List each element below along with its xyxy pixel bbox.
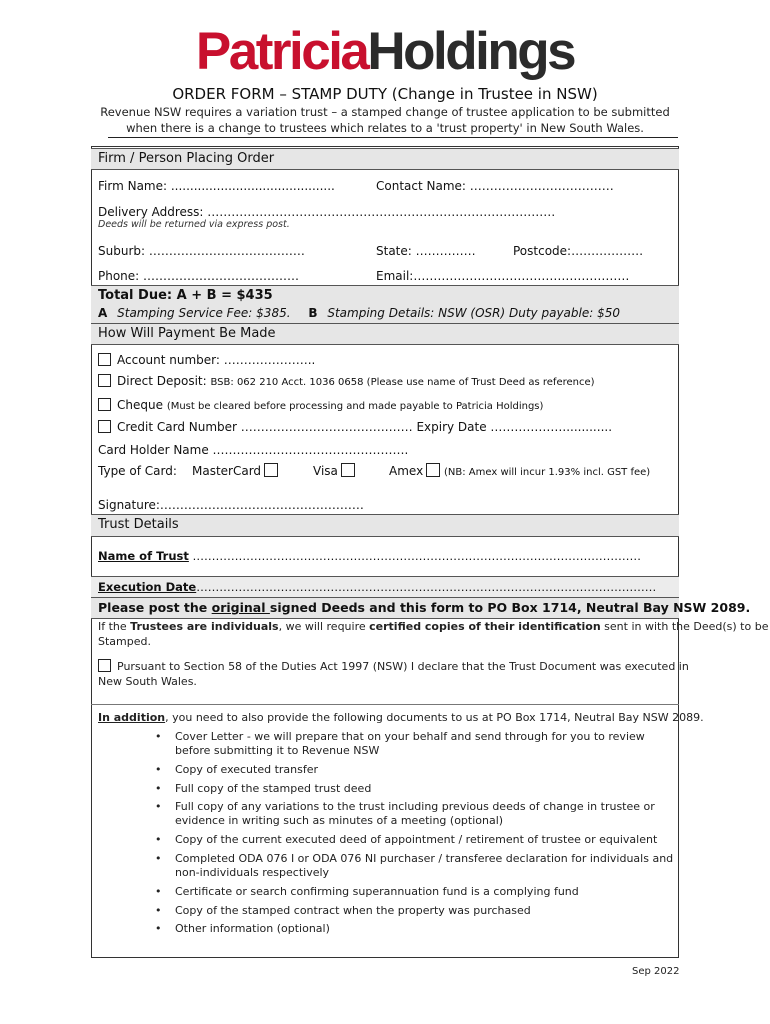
signature-field[interactable]: Signature:……………………………………………	[98, 498, 364, 512]
individuals-note	[98, 619, 769, 649]
addition-bold: In addition	[98, 711, 166, 724]
declaration-line1: Pursuant to Section 58 of the Duties Act 1997 (NSW) I declare that the Trust Document was executed in	[117, 660, 689, 673]
visa-checkbox[interactable]	[341, 463, 355, 477]
document-list-item	[155, 763, 675, 777]
mastercard-checkbox[interactable]	[264, 463, 278, 477]
fee-b-label: B	[308, 306, 318, 320]
bullet-icon: •	[155, 884, 162, 898]
document-item-text: Copy of the current executed deed of appointment / retirement of trustee or equivalent	[175, 833, 658, 847]
bullet-icon: •	[155, 781, 162, 795]
bullet-icon: •	[155, 762, 162, 776]
name-of-trust-label: Name of Trust	[98, 549, 189, 563]
firm-name-field[interactable]: Firm Name: ...........................................	[98, 179, 335, 193]
document-item-text: Full copy of the stamped trust deed	[175, 781, 372, 795]
page-title: ORDER FORM – STAMP DUTY (Change in Trustee in NSW)	[172, 85, 598, 103]
mastercard-option[interactable]	[192, 463, 278, 479]
trust-details-header: Trust Details	[98, 517, 179, 532]
document-item-text: Certificate or search confirming superannuation fund is a complying fund	[175, 884, 579, 898]
bullet-icon: •	[155, 800, 162, 814]
cheque-label: Cheque	[117, 398, 163, 412]
document-list-item	[155, 885, 675, 899]
credit-card-checkbox[interactable]	[98, 420, 111, 433]
document-list-item	[155, 852, 675, 880]
addition-note	[98, 710, 704, 725]
title-rule	[108, 137, 678, 138]
execution-date-label: Execution Date	[98, 580, 197, 594]
fee-a-label: A	[98, 306, 108, 320]
footer-date: Sep 2022	[632, 966, 680, 977]
cheque-checkbox[interactable]	[98, 398, 111, 411]
document-item-text: Cover Letter - we will prepare that on your behalf and send through for you to review before submitting it to Revenue NSW	[175, 730, 645, 757]
visa-option[interactable]	[313, 463, 355, 479]
fee-a-text: Stamping Service Fee: $385.	[117, 306, 291, 320]
document-item-text: Copy of executed transfer	[175, 762, 319, 776]
execution-date-dots: …………………………………………………………………………………………………………	[196, 580, 657, 594]
postcode-field[interactable]: Postcode:………………	[513, 244, 644, 258]
direct-deposit-label: Direct Deposit:	[117, 374, 207, 388]
bullet-icon: •	[155, 903, 162, 917]
bullet-icon: •	[155, 730, 162, 743]
total-due: Total Due: A + B = $435	[98, 288, 273, 303]
intro-line-1: Revenue NSW requires a variation trust – a stamped change of trustee application to be submitted	[100, 105, 670, 119]
document-list-item	[155, 800, 675, 828]
individuals-b2: certified copies of their identification	[369, 620, 601, 633]
type-of-card-label: Type of Card:	[98, 464, 177, 478]
firm-section-header: Firm / Person Placing Order	[98, 151, 275, 166]
post-rest: signed Deeds and this form to PO Box 1714, Neutral Bay NSW 2089.	[269, 600, 751, 615]
declaration[interactable]	[98, 659, 689, 689]
suburb-field[interactable]: Suburb: …………………………………	[98, 244, 305, 258]
addition-rest: , you need to also provide the following documents to us at PO Box 1714, Neutral Bay NSW 2089.	[165, 711, 704, 724]
amex-label: Amex	[389, 464, 424, 478]
phone-field[interactable]: Phone: …………………………………	[98, 269, 300, 283]
declaration-line2: New South Wales.	[98, 675, 197, 688]
intro-text	[90, 104, 680, 136]
visa-label: Visa	[313, 464, 338, 478]
company-logo	[0, 22, 770, 82]
document-item-text: Copy of the stamped contract when the property was purchased	[175, 903, 531, 917]
trust-details-band	[91, 514, 679, 537]
amex-checkbox[interactable]	[426, 463, 440, 477]
individuals-b1: Trustees are individuals	[130, 620, 279, 633]
account-label: Account number: …………………..	[117, 353, 316, 367]
account-checkbox[interactable]	[98, 353, 111, 366]
document-list-item	[155, 833, 675, 847]
document-list-item	[155, 782, 675, 796]
logo-part2: Holdings	[367, 22, 575, 81]
declaration-checkbox[interactable]	[98, 659, 111, 672]
state-field[interactable]: State: ……………	[376, 244, 476, 258]
document-item-text: Full copy of any variations to the trust including previous deeds of change in trustee or evidence in writing such as minutes of a meeting (optional)	[175, 800, 655, 828]
bullet-icon: •	[155, 851, 162, 865]
direct-deposit-option[interactable]	[98, 373, 595, 390]
post-instruction	[98, 599, 750, 617]
amex-note: (NB: Amex will incur 1.93% incl. GST fee)	[444, 467, 651, 478]
credit-card-option[interactable]	[98, 419, 612, 435]
individuals-t3: sent in with the Deed(s) to be	[600, 620, 769, 633]
document-item-text: Completed ODA 076 I or ODA 076 NI purchaser / transferee declaration for individuals and non-individuals respectively	[175, 851, 674, 879]
fee-b-text: Stamping Details: NSW (OSR) Duty payable: $50	[327, 306, 620, 320]
individuals-t2: , we will require	[278, 620, 370, 633]
post-pre: Please post the	[98, 600, 212, 615]
post-original: original	[211, 600, 270, 615]
section-divider	[91, 704, 679, 705]
payment-header: How Will Payment Be Made	[98, 326, 276, 341]
direct-deposit-note: BSB: 062 210 Acct. 1036 0658 (Please use name of Trust Deed as reference)	[210, 377, 595, 388]
direct-deposit-checkbox[interactable]	[98, 374, 111, 387]
individuals-t1: If the	[98, 620, 131, 633]
fee-line	[98, 305, 620, 321]
delivery-note: Deeds will be returned via express post.	[98, 219, 290, 230]
individuals-t4: Stamped.	[98, 635, 151, 648]
bullet-icon: •	[155, 833, 162, 847]
contact-name-field[interactable]: Contact Name: ………………………………	[376, 179, 614, 193]
amex-option[interactable]	[389, 463, 650, 480]
bullet-icon: •	[155, 922, 162, 936]
logo-part1: Patricia	[195, 22, 368, 81]
intro-line-2: when there is a change to trustees which relates to a 'trust property' in New South Wales.	[126, 121, 644, 135]
document-list-item	[155, 904, 675, 918]
email-field[interactable]: Email:………………………………………………	[376, 269, 630, 283]
document-list-item	[155, 730, 675, 758]
name-of-trust-dots: ………………………………………………………………………………………………………	[188, 549, 642, 563]
document-item-text: Other information (optional)	[175, 922, 330, 936]
card-holder-field[interactable]: Card Holder Name ………………………………………….	[98, 443, 409, 457]
cheque-option[interactable]	[98, 397, 543, 414]
name-of-trust-field[interactable]	[98, 548, 641, 564]
documents-list	[155, 730, 675, 941]
mastercard-label: MasterCard	[192, 464, 262, 478]
execution-date-field[interactable]	[98, 579, 656, 595]
credit-card-field[interactable]: Credit Card Number ……………………………….…… Expiry Date ……………….............	[117, 420, 613, 434]
cheque-note: (Must be cleared before processing and made payable to Patricia Holdings)	[166, 401, 544, 412]
document-list-item	[155, 922, 675, 936]
account-number-option[interactable]	[98, 352, 315, 368]
delivery-address-field[interactable]: Delivery Address: ……………………………………………………………………………	[98, 205, 556, 219]
